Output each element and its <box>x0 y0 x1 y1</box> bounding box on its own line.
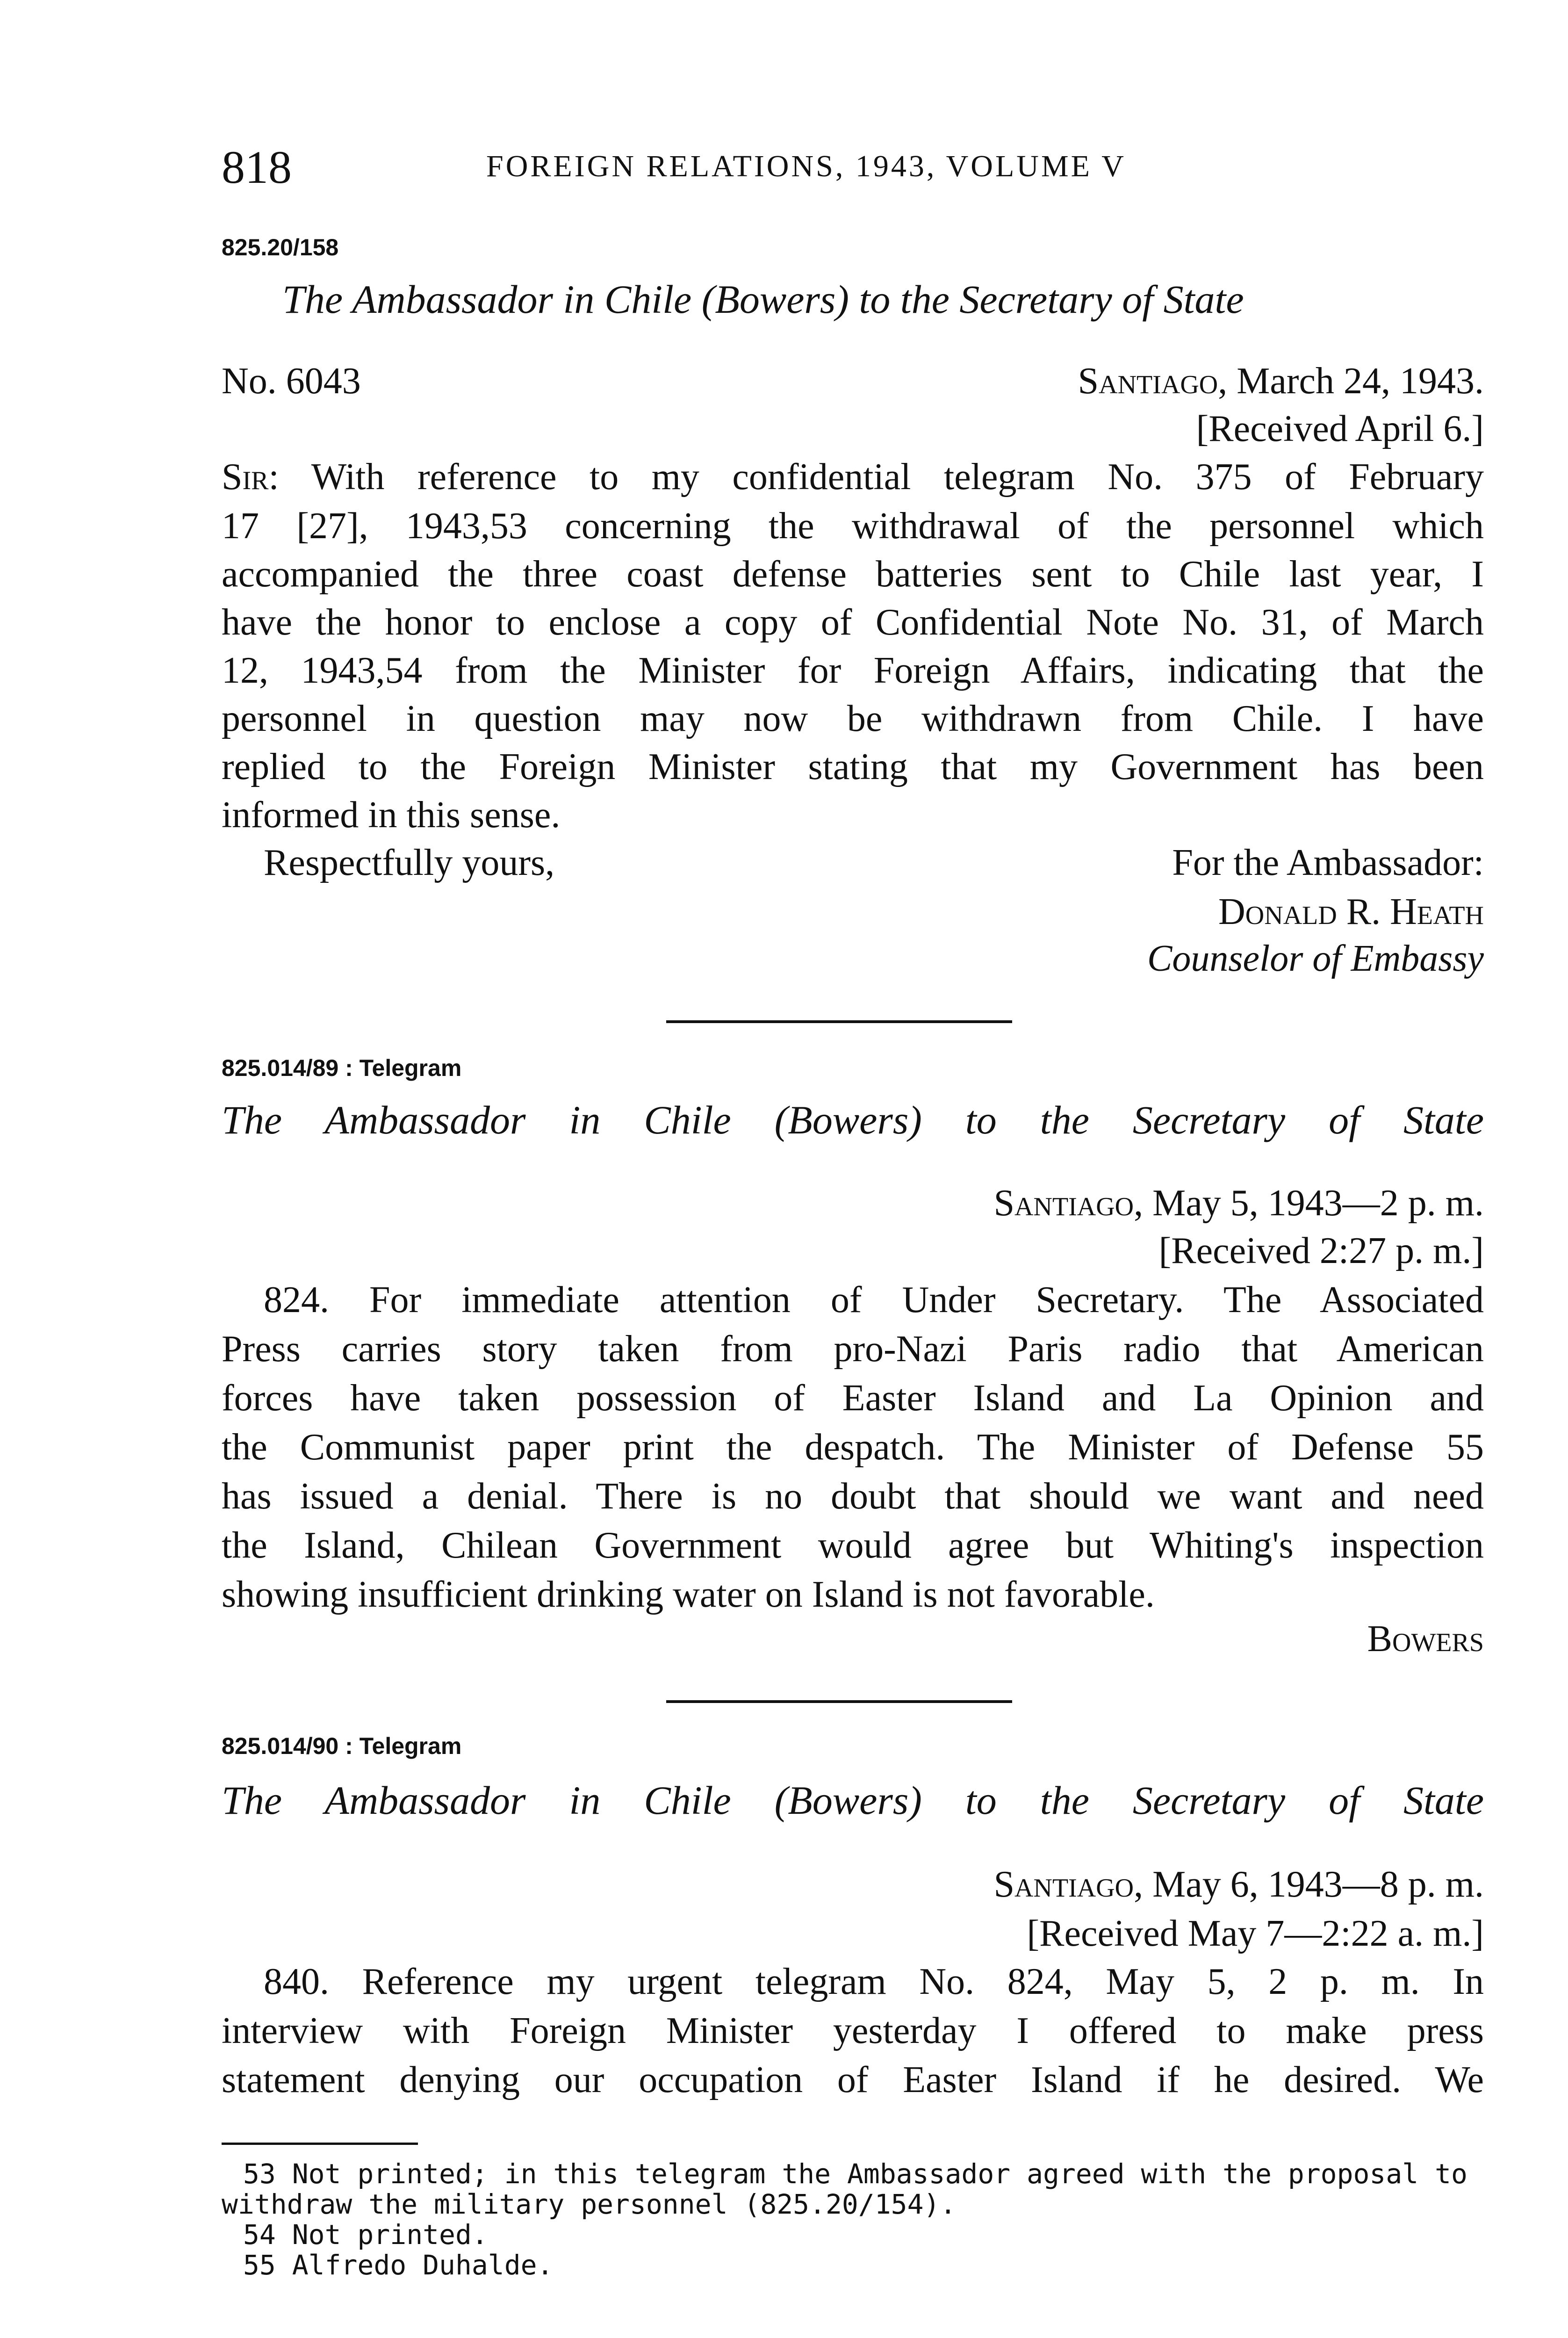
dateline-date: , May 6, 1943—8 p. m. <box>1134 1864 1484 1905</box>
file-number: 825.014/89 : Telegram <box>222 1055 462 1081</box>
body-line: the Island, Chilean Government would agree but Whiting's inspection <box>222 1525 1484 1566</box>
body-line: forces have taken possession of Easter Island and La Opinion and <box>222 1378 1484 1419</box>
body-line: statement denying our occupation of Easter Island if he desired. We <box>222 2059 1484 2100</box>
section-divider <box>666 1020 1012 1023</box>
dateline-place: Santiago <box>993 1183 1134 1224</box>
body-line: interview with Foreign Minister yesterday I offered to make press <box>222 2010 1484 2051</box>
running-title: FOREIGN RELATIONS, 1943, VOLUME V <box>486 149 1126 183</box>
file-number: 825.014/90 : Telegram <box>222 1733 462 1759</box>
body-line: 840. Reference my urgent telegram No. 824, May 5, 2 p. m. In <box>264 1961 1484 2002</box>
for-line: For the Ambassador: <box>1172 842 1484 883</box>
body-line: informed in this sense. <box>222 794 561 836</box>
body-line: showing insufficient drinking water on Island is not favorable. <box>222 1574 1155 1615</box>
signer-title: Counselor of Embassy <box>1147 938 1484 979</box>
dateline <box>994 1182 1484 1225</box>
footnote-rule <box>222 2143 418 2145</box>
body-line: replied to the Foreign Minister stating that my Government has been <box>222 746 1484 787</box>
received-line: [Received May 7—2:22 a. m.] <box>1027 1913 1484 1954</box>
footnote: 53 Not printed; in this telegram the Ambassador agreed with the proposal to <box>243 2158 1467 2190</box>
despatch-number: No. 6043 <box>222 361 361 402</box>
dateline <box>1078 360 1484 403</box>
document-heading: The Ambassador in Chile (Bowers) to the Secretary of State <box>222 1097 1484 1142</box>
body-text: : With reference to my confidential telegram No. 375 of February <box>268 456 1484 498</box>
footnote: 55 Alfredo Duhalde. <box>243 2249 554 2281</box>
document-heading: The Ambassador in Chile (Bowers) to the Secretary of State <box>282 277 1244 322</box>
dateline <box>994 1863 1484 1906</box>
received-line: [Received April 6.] <box>1196 408 1484 449</box>
body-line: has issued a denial. There is no doubt that should we want and need <box>222 1476 1484 1517</box>
dateline-place: Santiago <box>1078 361 1218 402</box>
footnote: withdraw the military personnel (825.20/154). <box>222 2188 957 2220</box>
dateline-date: , May 5, 1943—2 p. m. <box>1134 1183 1484 1224</box>
page-number: 818 <box>222 141 292 193</box>
signature: Donald R. Heath <box>1218 891 1484 932</box>
body-line <box>222 456 1484 498</box>
body-line: accompanied the three coast defense batteries sent to Chile last year, I <box>222 554 1484 595</box>
section-divider <box>666 1700 1012 1703</box>
salutation: Sir <box>222 456 269 498</box>
body-line: 12, 1943,54 from the Minister for Foreign Affairs, indicating that the <box>222 650 1484 691</box>
body-line: personnel in question may now be withdrawn from Chile. I have <box>222 698 1484 739</box>
dateline-date: , March 24, 1943. <box>1218 361 1484 402</box>
dateline-place: Santiago <box>993 1864 1134 1905</box>
file-number: 825.20/158 <box>222 234 339 260</box>
body-line: Press carries story taken from pro-Nazi Paris radio that American <box>222 1328 1484 1370</box>
body-line: 17 [27], 1943,53 concerning the withdrawal of the personnel which <box>222 505 1484 547</box>
footnote: 54 Not printed. <box>243 2219 488 2251</box>
closing: Respectfully yours, <box>264 842 555 883</box>
signature: Bowers <box>1367 1618 1484 1660</box>
received-line: [Received 2:27 p. m.] <box>1158 1230 1484 1271</box>
body-line: have the honor to enclose a copy of Confidential Note No. 31, of March <box>222 602 1484 643</box>
body-line: the Communist paper print the despatch. The Minister of Defense 55 <box>222 1427 1484 1468</box>
body-line: 824. For immediate attention of Under Secretary. The Associated <box>264 1279 1484 1321</box>
document-heading: The Ambassador in Chile (Bowers) to the Secretary of State <box>222 1778 1484 1823</box>
